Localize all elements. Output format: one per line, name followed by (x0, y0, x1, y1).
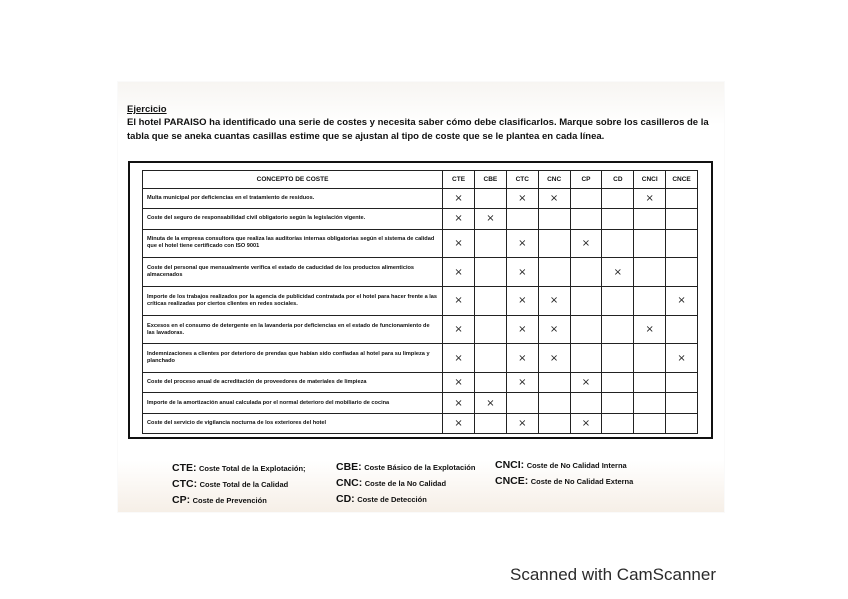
mark-cell-cd[interactable] (602, 229, 634, 258)
handwritten-cross-mark: × (518, 295, 527, 307)
legend-item-cnci: CNCI: Coste de No Calidad Interna (495, 459, 627, 471)
legend-item-cnc: CNC: Coste de la No Calidad (336, 477, 447, 489)
mark-cell-cd[interactable] (602, 393, 634, 413)
cost-concept: Excesos en el consumo de detergente en la lavandería por deficiencias en el estado de funcionamiento de las lavadoras. (143, 315, 443, 344)
mark-cell-cnci[interactable] (634, 393, 666, 413)
legend-item-cp: CP: Coste de Prevención (172, 494, 267, 506)
mark-cell-cnci[interactable] (634, 286, 666, 315)
mark-cell-cnc[interactable] (538, 413, 570, 433)
mark-cell-cnc[interactable] (538, 393, 570, 413)
mark-cell-ctc[interactable] (506, 393, 538, 413)
handwritten-cross-mark: × (549, 193, 559, 205)
mark-cell-cp[interactable] (570, 413, 602, 433)
handwritten-cross-mark: × (518, 377, 527, 389)
table-header-row (143, 171, 698, 189)
mark-cell-ctc[interactable] (506, 286, 538, 315)
mark-cell-cd[interactable] (602, 373, 634, 393)
mark-cell-cd[interactable] (602, 286, 634, 315)
handwritten-cross-mark: × (454, 193, 463, 205)
mark-cell-ctc[interactable] (506, 258, 538, 287)
mark-cell-cte[interactable] (443, 373, 475, 393)
concept-header: CONCEPTO DE COSTE (143, 171, 443, 189)
mark-cell-cte[interactable] (443, 315, 475, 344)
mark-cell-cp[interactable] (570, 258, 602, 287)
mark-cell-cnci[interactable] (634, 413, 666, 433)
handwritten-cross-mark: × (454, 324, 463, 336)
mark-cell-cd[interactable] (602, 413, 634, 433)
handwritten-cross-mark: × (518, 266, 527, 278)
mark-cell-cte[interactable] (443, 229, 475, 258)
mark-cell-cnc[interactable] (538, 258, 570, 287)
mark-cell-cbe[interactable] (474, 286, 506, 315)
mark-cell-ctc[interactable] (506, 209, 538, 229)
mark-cell-cnci[interactable] (634, 258, 666, 287)
handwritten-cross-mark: × (549, 352, 559, 364)
handwritten-cross-mark: × (677, 352, 686, 364)
mark-cell-cbe[interactable] (474, 373, 506, 393)
table-row (143, 286, 698, 315)
handwritten-cross-mark: × (454, 377, 463, 389)
table-row (143, 393, 698, 413)
column-header-cnce: CNCE (666, 171, 698, 189)
mark-cell-cnc[interactable] (538, 344, 570, 373)
handwritten-cross-mark: × (581, 417, 591, 429)
mark-cell-ctc[interactable] (506, 315, 538, 344)
handwritten-cross-mark: × (454, 352, 463, 364)
mark-cell-cte[interactable] (443, 413, 475, 433)
mark-cell-cnci[interactable] (634, 229, 666, 258)
column-header-cnc: CNC (538, 171, 570, 189)
mark-cell-cnce[interactable] (666, 393, 698, 413)
handwritten-cross-mark: × (454, 266, 463, 278)
mark-cell-cte[interactable] (443, 258, 475, 287)
mark-cell-cbe[interactable] (474, 189, 506, 209)
mark-cell-cnce[interactable] (666, 344, 698, 373)
handwritten-cross-mark: × (518, 193, 527, 205)
table-row (143, 344, 698, 373)
mark-cell-cnci[interactable] (634, 189, 666, 209)
handwritten-cross-mark: × (454, 295, 463, 307)
mark-cell-cp[interactable] (570, 229, 602, 258)
mark-cell-cd[interactable] (602, 209, 634, 229)
handwritten-cross-mark: × (486, 213, 495, 225)
table-body (143, 189, 698, 434)
mark-cell-cp[interactable] (570, 189, 602, 209)
legend-item-cnce: CNCE: Coste de No Calidad Externa (495, 475, 634, 487)
mark-cell-cd[interactable] (602, 258, 634, 287)
column-header-cnci: CNCI (634, 171, 666, 189)
mark-cell-cnc[interactable] (538, 189, 570, 209)
table-row (143, 413, 698, 433)
mark-cell-cnci[interactable] (634, 344, 666, 373)
mark-cell-cnce[interactable] (666, 286, 698, 315)
mark-cell-cnci[interactable] (634, 315, 666, 344)
mark-cell-ctc[interactable] (506, 373, 538, 393)
mark-cell-cte[interactable] (443, 209, 475, 229)
mark-cell-cp[interactable] (570, 393, 602, 413)
cost-concept: Coste del personal que mensualmente verifica el estado de caducidad de los productos alimenticios almacenados (143, 258, 443, 287)
cost-concept: Multa municipal por deficiencias en el tratamiento de residuos. (143, 189, 443, 209)
mark-cell-cnc[interactable] (538, 286, 570, 315)
mark-cell-ctc[interactable] (506, 229, 538, 258)
mark-cell-cbe[interactable] (474, 393, 506, 413)
mark-cell-cte[interactable] (443, 189, 475, 209)
table-row (143, 189, 698, 209)
cost-concept: Coste del proceso anual de acreditación de proveedores de materiales de limpieza (143, 373, 443, 393)
mark-cell-cp[interactable] (570, 344, 602, 373)
cost-concept: Minuta de la empresa consultora que realiza las auditorías internas obligatorias según el sistema de calidad que el hotel tiene certificado con ISO 9001 (143, 229, 443, 258)
handwritten-cross-mark: × (677, 295, 686, 307)
handwritten-cross-mark: × (518, 417, 527, 429)
mark-cell-cp[interactable] (570, 373, 602, 393)
mark-cell-cnc[interactable] (538, 209, 570, 229)
cost-table-frame (128, 161, 713, 439)
mark-cell-cd[interactable] (602, 189, 634, 209)
handwritten-cross-mark: × (549, 324, 559, 336)
handwritten-cross-mark: × (645, 193, 654, 205)
mark-cell-cnce[interactable] (666, 209, 698, 229)
table-row (143, 258, 698, 287)
handwritten-cross-mark: × (581, 237, 591, 249)
mark-cell-cnce[interactable] (666, 258, 698, 287)
mark-cell-cbe[interactable] (474, 209, 506, 229)
mark-cell-cbe[interactable] (474, 229, 506, 258)
mark-cell-cte[interactable] (443, 286, 475, 315)
mark-cell-cp[interactable] (570, 286, 602, 315)
mark-cell-cnc[interactable] (538, 229, 570, 258)
handwritten-cross-mark: × (518, 324, 527, 336)
mark-cell-cnci[interactable] (634, 373, 666, 393)
mark-cell-cnce[interactable] (666, 413, 698, 433)
mark-cell-ctc[interactable] (506, 344, 538, 373)
mark-cell-cnc[interactable] (538, 315, 570, 344)
camscanner-watermark: Scanned with CamScanner (510, 565, 717, 584)
mark-cell-cbe[interactable] (474, 315, 506, 344)
legend-item-cbe: CBE: Coste Básico de la Explotación (336, 461, 476, 473)
handwritten-cross-mark: × (549, 295, 559, 307)
column-header-cp: CP (570, 171, 602, 189)
mark-cell-cte[interactable] (443, 344, 475, 373)
mark-cell-cbe[interactable] (474, 258, 506, 287)
table-row (143, 209, 698, 229)
mark-cell-cnce[interactable] (666, 373, 698, 393)
column-header-cd: CD (602, 171, 634, 189)
mark-cell-cnce[interactable] (666, 315, 698, 344)
mark-cell-cnce[interactable] (666, 229, 698, 258)
cost-concept: Coste del seguro de responsabilidad civil obligatorio según la legislación vigente. (143, 209, 443, 229)
column-header-cbe: CBE (474, 171, 506, 189)
mark-cell-cnce[interactable] (666, 189, 698, 209)
mark-cell-cp[interactable] (570, 209, 602, 229)
exercise-heading: Ejercicio (127, 104, 167, 115)
mark-cell-cbe[interactable] (474, 413, 506, 433)
mark-cell-cbe[interactable] (474, 344, 506, 373)
mark-cell-cp[interactable] (570, 315, 602, 344)
handwritten-cross-mark: × (518, 352, 527, 364)
mark-cell-cd[interactable] (602, 315, 634, 344)
mark-cell-cte[interactable] (443, 393, 475, 413)
mark-cell-ctc[interactable] (506, 413, 538, 433)
handwritten-cross-mark: × (581, 377, 591, 389)
legend-item-cd: CD: Coste de Detección (336, 493, 427, 505)
handwritten-cross-mark: × (645, 324, 654, 336)
handwritten-cross-mark: × (454, 213, 463, 225)
mark-cell-cnc[interactable] (538, 373, 570, 393)
cost-concept: Coste del servicio de vigilancia nocturna de los exteriores del hotel (143, 413, 443, 433)
cost-concept: Importe de la amortización anual calculada por el normal deterioro del mobiliario de cocina (143, 393, 443, 413)
handwritten-cross-mark: × (613, 266, 623, 278)
handwritten-cross-mark: × (486, 397, 495, 409)
legend-item-ctc: CTC: Coste Total de la Calidad (172, 478, 289, 490)
handwritten-cross-mark: × (454, 397, 463, 409)
column-header-ctc: CTC (506, 171, 538, 189)
mark-cell-ctc[interactable] (506, 189, 538, 209)
table-row (143, 229, 698, 258)
cost-classification-table (142, 170, 698, 434)
mark-cell-cd[interactable] (602, 344, 634, 373)
handwritten-cross-mark: × (454, 237, 463, 249)
handwritten-cross-mark: × (454, 417, 463, 429)
mark-cell-cnci[interactable] (634, 209, 666, 229)
cost-concept: Importe de los trabajos realizados por la agencia de publicidad contratada por el hotel para hacer frente a las críticas realizadas por ciertos clientes en redes sociales. (143, 286, 443, 315)
cost-concept: Indemnizaciones a clientes por deterioro de prendas que habían sido confiadas al hotel para su limpieza y planchado (143, 344, 443, 373)
legend-item-cte: CTE: Coste Total de la Explotación; (172, 462, 306, 474)
exercise-instructions: El hotel PARAISO ha identificado una serie de costes y necesita saber cómo debe clasificarlos. Marque sobre los casilleros de la tabla que se aneka cuantas casillas estime que se ajustan al tipo de coste que se le plantea en cada línea. (127, 117, 709, 142)
table-row (143, 373, 698, 393)
table-row (143, 315, 698, 344)
handwritten-cross-mark: × (518, 237, 527, 249)
column-header-cte: CTE (443, 171, 475, 189)
